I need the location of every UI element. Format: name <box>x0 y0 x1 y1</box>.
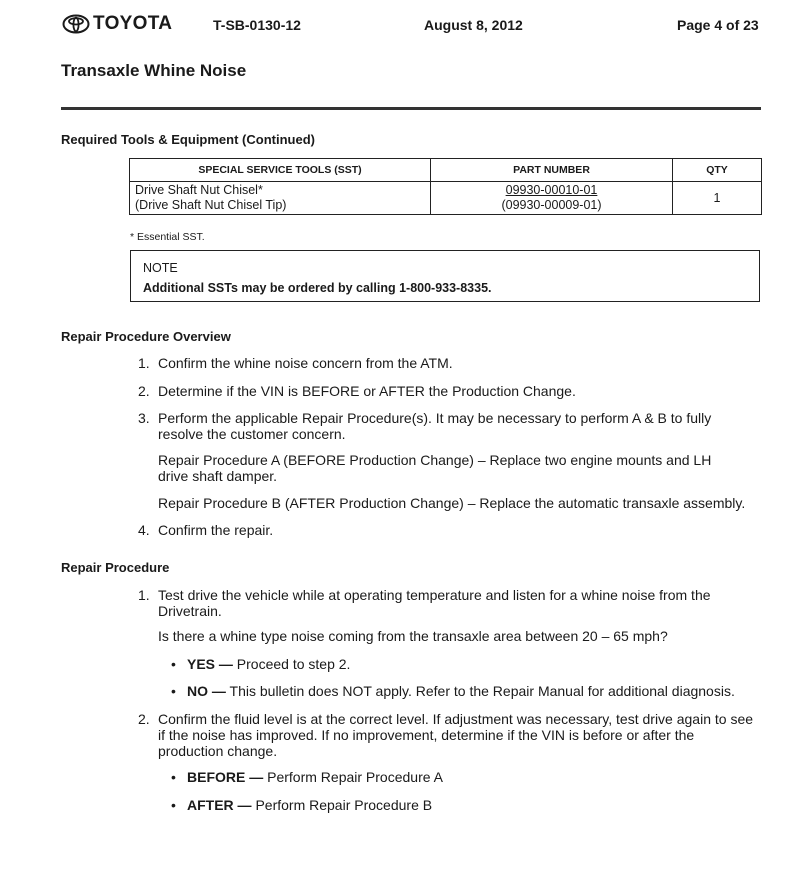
after-label: AFTER — <box>187 797 252 813</box>
overview-procedure-a: Repair Procedure A (BEFORE Production Change) – Replace two engine mounts and LH drive shaft damper. <box>158 452 712 484</box>
table-header-row <box>130 159 762 182</box>
procedure-heading: Repair Procedure <box>61 560 170 575</box>
bullet-dot: • <box>171 769 176 785</box>
before-label: BEFORE — <box>187 769 264 785</box>
bulletin-date: August 8, 2012 <box>424 17 523 33</box>
column-header-part-number: PART NUMBER <box>431 159 673 182</box>
before-text: Perform Repair Procedure A <box>267 769 443 785</box>
brand-name: TOYOTA <box>93 13 173 34</box>
toyota-logo <box>62 13 172 35</box>
qty-cell: 1 <box>673 182 762 215</box>
procedure-question: Is there a whine type noise coming from the transaxle area between 20 – 65 mph? <box>158 628 668 644</box>
overview-step-text: Confirm the whine noise concern from the ATM. <box>158 355 453 371</box>
overview-step-text: Confirm the repair. <box>158 522 274 538</box>
tool-tip-name: (Drive Shaft Nut Chisel Tip) <box>135 198 287 212</box>
essential-footnote: * Essential SST. <box>130 231 205 243</box>
bullet-dot: • <box>171 683 176 699</box>
overview-step-number: 3. <box>138 410 150 426</box>
tools-heading: Required Tools & Equipment (Continued) <box>61 132 315 147</box>
part-number-cell <box>431 182 673 215</box>
tool-cell <box>130 182 431 215</box>
note-box <box>130 250 760 302</box>
procedure-step-text: Test drive the vehicle while at operating temperature and listen for a whine noise from the Drivetrain. <box>158 587 711 619</box>
column-header-qty: QTY <box>673 159 762 182</box>
bullet-dot: • <box>171 797 176 813</box>
bulletin-id: T-SB-0130-12 <box>213 17 301 33</box>
note-label: NOTE <box>143 261 178 275</box>
column-header-tool: SPECIAL SERVICE TOOLS (SST) <box>130 159 431 182</box>
overview-step-text: Perform the applicable Repair Procedure(s). It may be necessary to perform A & B to fully resolve the customer concern. <box>158 410 712 442</box>
overview-step-text: Determine if the VIN is BEFORE or AFTER the Production Change. <box>158 383 576 399</box>
yes-text: Proceed to step 2. <box>236 656 351 672</box>
yes-label: YES — <box>187 656 233 672</box>
after-option <box>187 797 432 813</box>
page-number: Page 4 of 23 <box>677 17 759 33</box>
table-row <box>130 182 762 215</box>
toyota-emblem-icon <box>62 14 90 34</box>
overview-step-number: 1. <box>138 355 150 371</box>
overview-step-number: 2. <box>138 383 150 399</box>
procedure-step-number: 1. <box>138 587 150 603</box>
page-title: Transaxle Whine Noise <box>61 61 247 80</box>
before-option <box>187 769 443 785</box>
procedure-step-text: Confirm the fluid level is at the correct level. If adjustment was necessary, test drive again to see if the noise has improved. If no improvement, determine if the VIN is before or after the production change. <box>158 711 754 759</box>
part-number-tip: (09930-00009-01) <box>501 198 602 212</box>
part-number-link[interactable]: 09930-00010-01 <box>505 183 598 197</box>
note-text: Additional SSTs may be ordered by calling 1-800-933-8335. <box>143 281 492 295</box>
no-option <box>187 683 735 699</box>
title-divider <box>61 107 761 110</box>
overview-heading: Repair Procedure Overview <box>61 329 231 344</box>
no-text: This bulletin does NOT apply. Refer to the Repair Manual for additional diagnosis. <box>229 683 735 699</box>
after-text: Perform Repair Procedure B <box>255 797 433 813</box>
tool-name: Drive Shaft Nut Chisel* <box>135 183 263 197</box>
bullet-dot: • <box>171 656 176 672</box>
overview-step-number: 4. <box>138 522 150 538</box>
sst-table <box>129 158 762 215</box>
no-label: NO — <box>187 683 226 699</box>
overview-procedure-b: Repair Procedure B (AFTER Production Change) – Replace the automatic transaxle assembly. <box>158 495 746 511</box>
yes-option <box>187 656 350 672</box>
procedure-step-number: 2. <box>138 711 150 727</box>
